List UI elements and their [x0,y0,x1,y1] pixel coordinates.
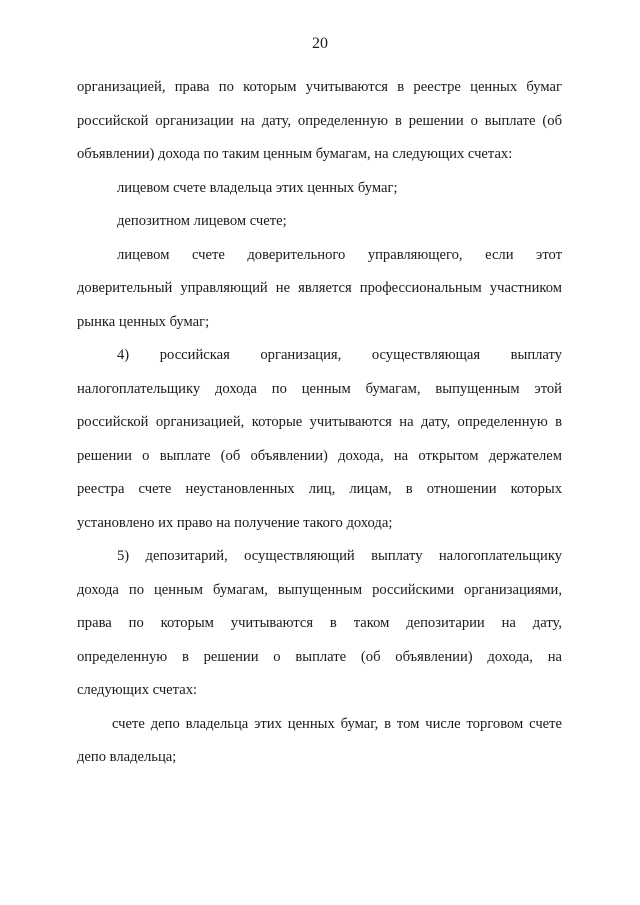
text-line: 5) депозитарий, осуществляющий выплату налогоплательщику [117,548,562,564]
text-line: доверительный управляющий не является профессиональным участником [77,280,562,296]
text-line: следующих счетах: [77,682,198,698]
text-line: депо владельца; [77,749,177,765]
text-line: права по которым учитываются в таком депозитарии на дату, [77,615,562,631]
text-line: 4) российская организация, осуществляющая выплату [117,347,562,363]
text-line: лицевом счете доверительного управляющего, если этот [117,246,562,263]
text-line: рынка ценных бумаг; [77,313,210,330]
document-body [77,71,562,775]
text-line: депозитном лицевом счете; [117,213,287,229]
text-line: налогоплательщику дохода по ценным бумагам, выпущенным этой [77,380,562,397]
text-line: лицевом счете владельца этих ценных бумаг; [117,179,398,196]
text-line: российской организацией, которые учитываются на дату, определенную в [77,414,562,430]
text-line: российской организации на дату, определенную в решении о выплате (об [77,112,562,129]
text-line: реестра счете неустановленных лиц, лицам, в отношении которых [77,481,562,497]
text-line: установлено их право на получение такого дохода; [77,514,393,531]
text-line: объявлении) дохода по таким ценным бумагам, на следующих счетах: [77,146,513,162]
text-line: организацией, права по которым учитываются в реестре ценных бумаг [77,79,562,95]
text-line: решении о выплате (об объявлении) дохода, на открытом держателем [77,447,562,464]
text-line: счете депо владельца этих ценных бумаг, в том числе торговом счете [112,715,562,732]
text-line: дохода по ценным бумагам, выпущенным российскими организациями, [77,581,562,598]
text-line: определенную в решении о выплате (об объявлении) дохода, на [77,648,562,665]
page-number: 20 [312,35,328,52]
